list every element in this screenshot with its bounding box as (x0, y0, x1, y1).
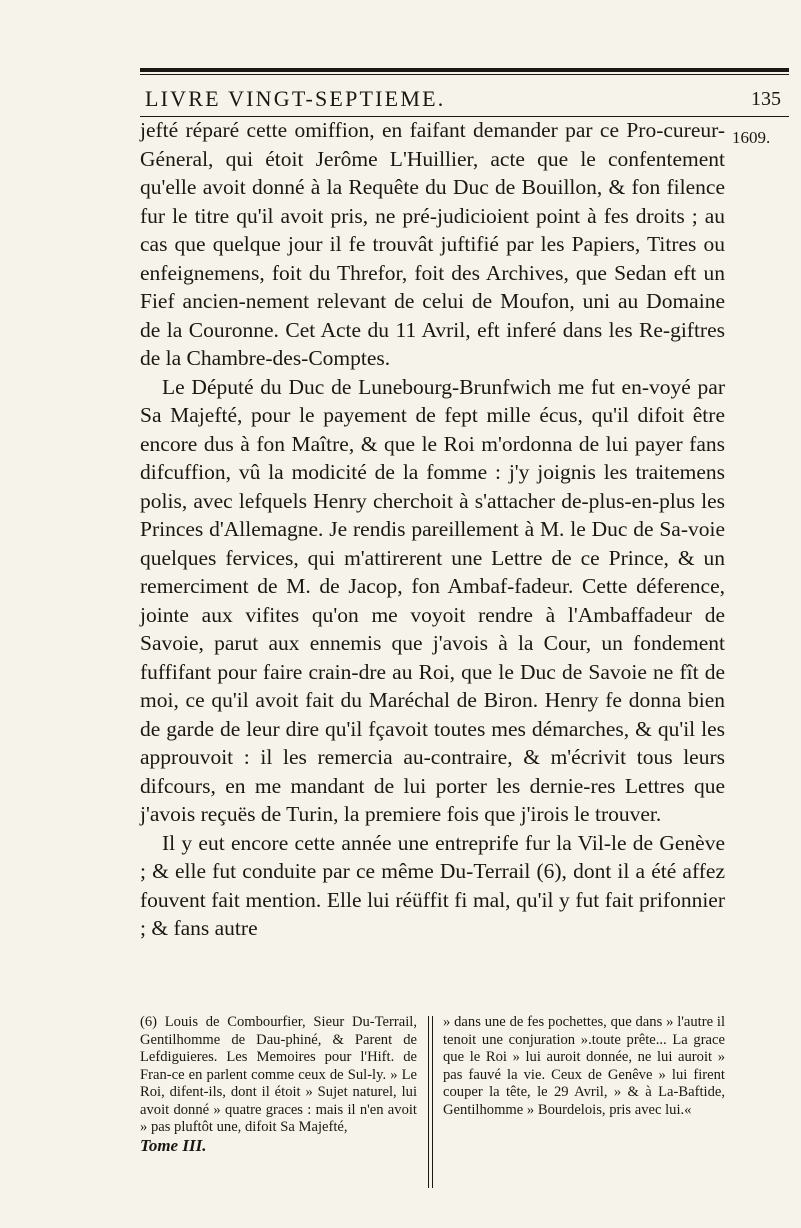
page-number: 135 (751, 88, 781, 110)
page-header (140, 86, 789, 118)
top-rule-thin (140, 74, 789, 75)
column-divider-second (432, 1016, 433, 1188)
footnote-left-text: (6) Louis de Combourfier, Sieur Du-Terrail, Gentilhomme de Dau-phiné, & Parent de Lefdiguieres. Les Memoires pour l'Hift. de Fran-ce en parlent comme ceux de Sul-ly. » Le Roi, difent-ils, dont il étoit » Sujet naturel, lui avoit donné » quatre graces : mais il n'en avoit » pas pluftôt une, difoit Sa Majefté, (140, 1014, 417, 1135)
footnotes (140, 1014, 725, 1189)
footnote-left-column (140, 1014, 417, 1154)
paragraph-3: Il y eut encore cette année une entreprife fur la Vil-le de Genève ; & elle fut conduite par ce même Du-Terrail (6), dont il a été affez fouvent fait mention. Elle lui réüffit fi mal, qu'il y fut fait prifonnier ; & fans autre (140, 830, 725, 940)
footnote-right-column (443, 1014, 725, 1119)
footnote-right-text: » dans une de fes pochettes, que dans » l'autre il tenoit une conjuration ».toute prête... La grace que le Roi » lui auroit donnée, ne lui auroit » pas fauvé la vie. Ceux de Genêve » lui firent couper la tête, le 29 Avril, » & à La-Baftide, Gentilhomme » Bourdelois, pris avec lui.« (443, 1014, 725, 1118)
column-divider (428, 1016, 429, 1188)
paragraph-1: jefté réparé cette omiffion, en faifant demander par ce Pro-cureur-Géneral, qui étoit Jerôme L'Huillier, acte que le confentement qu'elle avoit donné à la Requête du Duc de Bouillon, & fon filence fur le titre qu'il avoit pris, ne pré-judicioient point à fes droits ; au cas que quelque jour il fe trouvât juftifié par les Papiers, Titres ou enfeignemens, foit du Threfor, foit des Archives, que Sedan eft un Fief ancien-nement relevant de celui de Moufon, uni au Domaine de la Couronne. Cet Acte du 11 Avril, eft inferé dans les Re-giftres de la Chambre-des-Comptes. (140, 118, 725, 370)
margin-year: 1609. (732, 128, 771, 147)
top-rule (140, 68, 789, 72)
paragraph-2: Le Député du Duc de Lunebourg-Brunfwich me fut en-voyé par Sa Majefté, pour le payement de fept mille écus, qu'il difoit être encore dus à fon Maître, & que le Roi m'ordonna de lui payer fans difcuffion, vû la modicité de la fomme : j'y joignis les traitemens polis, avec lefquels Henry cherchoit à s'attacher de-plus-en-plus les Princes d'Allemagne. Je rendis pareillement à M. le Duc de Sa-voie quelques fervices, qui m'attirerent une Lettre de ce Prince, & un remerciment de M. de Jacop, fon Ambaf-fadeur. Cette déference, jointe aux vifites qu'on me voyoit rendre à l'Ambaffadeur de Savoie, parut aux ennemis que j'avois à la Cour, un fondement fuffifant pour faire crain-dre au Roi, que le Duc de Savoie ne fît de moi, ce qu'il avoit fait du Maréchal de Biron. Henry fe donna bien de garde de leur dire qu'il fçavoit toutes mes démarches, & qu'il les approuvoit : il les remercia au-contraire, & m'écrivit tous leurs difcours, en me mandant de lui porter les dernie-res Lettres que j'avois reçuës de Turin, la premiere fois que j'irois le trouver. (140, 374, 725, 826)
volume-signature: Tome III. (140, 1135, 207, 1155)
running-head: LIVRE VINGT-SEPTIEME. (145, 86, 446, 111)
main-text (140, 116, 725, 943)
